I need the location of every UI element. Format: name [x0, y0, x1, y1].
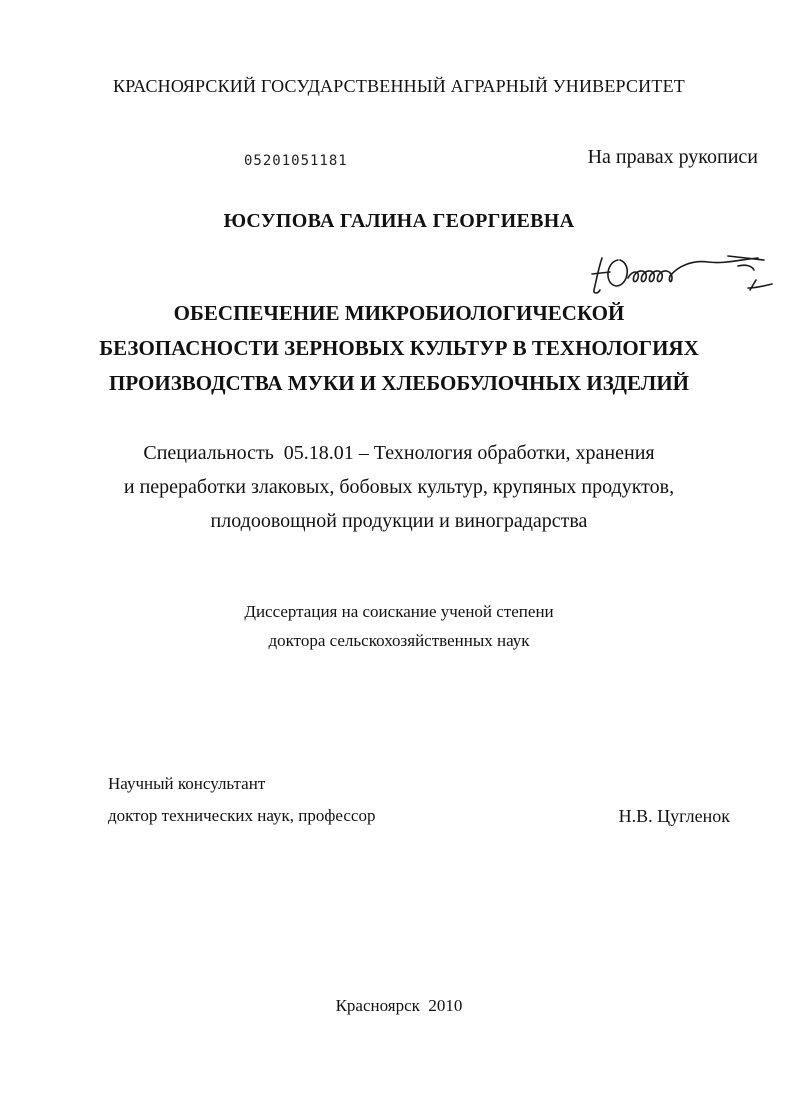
degree-block: [0, 597, 798, 655]
degree-line-2: доктора сельскохозяйственных наук: [268, 631, 530, 650]
manuscript-rights-note: На правах рукописи: [587, 146, 758, 168]
signature-text: Юсупова: [588, 248, 592, 249]
consultant-title: Научный консультант: [108, 774, 266, 793]
degree-line-1: Диссертация на соискание ученой степени: [244, 602, 554, 621]
specialty-line-3: плодоовощной продукции и виноградарства: [210, 510, 588, 532]
document-code: 05201051181: [244, 153, 348, 169]
title-line-3: ПРОИЗВОДСТВА МУКИ И ХЛЕБОБУЛОЧНЫХ ИЗДЕЛИЙ: [109, 371, 689, 395]
university-name: КРАСНОЯРСКИЙ ГОСУДАРСТВЕННЫЙ АГРАРНЫЙ УНИВЕРСИТЕТ: [113, 76, 685, 96]
title-line-2: БЕЗОПАСНОСТИ ЗЕРНОВЫХ КУЛЬТУР В ТЕХНОЛОГИЯХ: [99, 336, 699, 360]
consultant-name: Н.В. Цугленок: [618, 806, 730, 826]
specialty-line-1: Специальность 05.18.01 – Технология обработки, хранения: [143, 442, 655, 464]
title-line-1: ОБЕСПЕЧЕНИЕ МИКРОБИОЛОГИЧЕСКОЙ: [173, 301, 625, 325]
dissertation-title: [0, 296, 798, 401]
author-name: ЮСУПОВА ГАЛИНА ГЕОРГИЕВНА: [223, 210, 575, 232]
specialty-block: [0, 436, 798, 538]
specialty-line-2: и переработки злаковых, бобовых культур, крупяных продуктов,: [123, 476, 675, 498]
consultant-rank: доктор технических наук, профессор: [108, 806, 376, 825]
city-year: Красноярск 2010: [335, 996, 463, 1015]
